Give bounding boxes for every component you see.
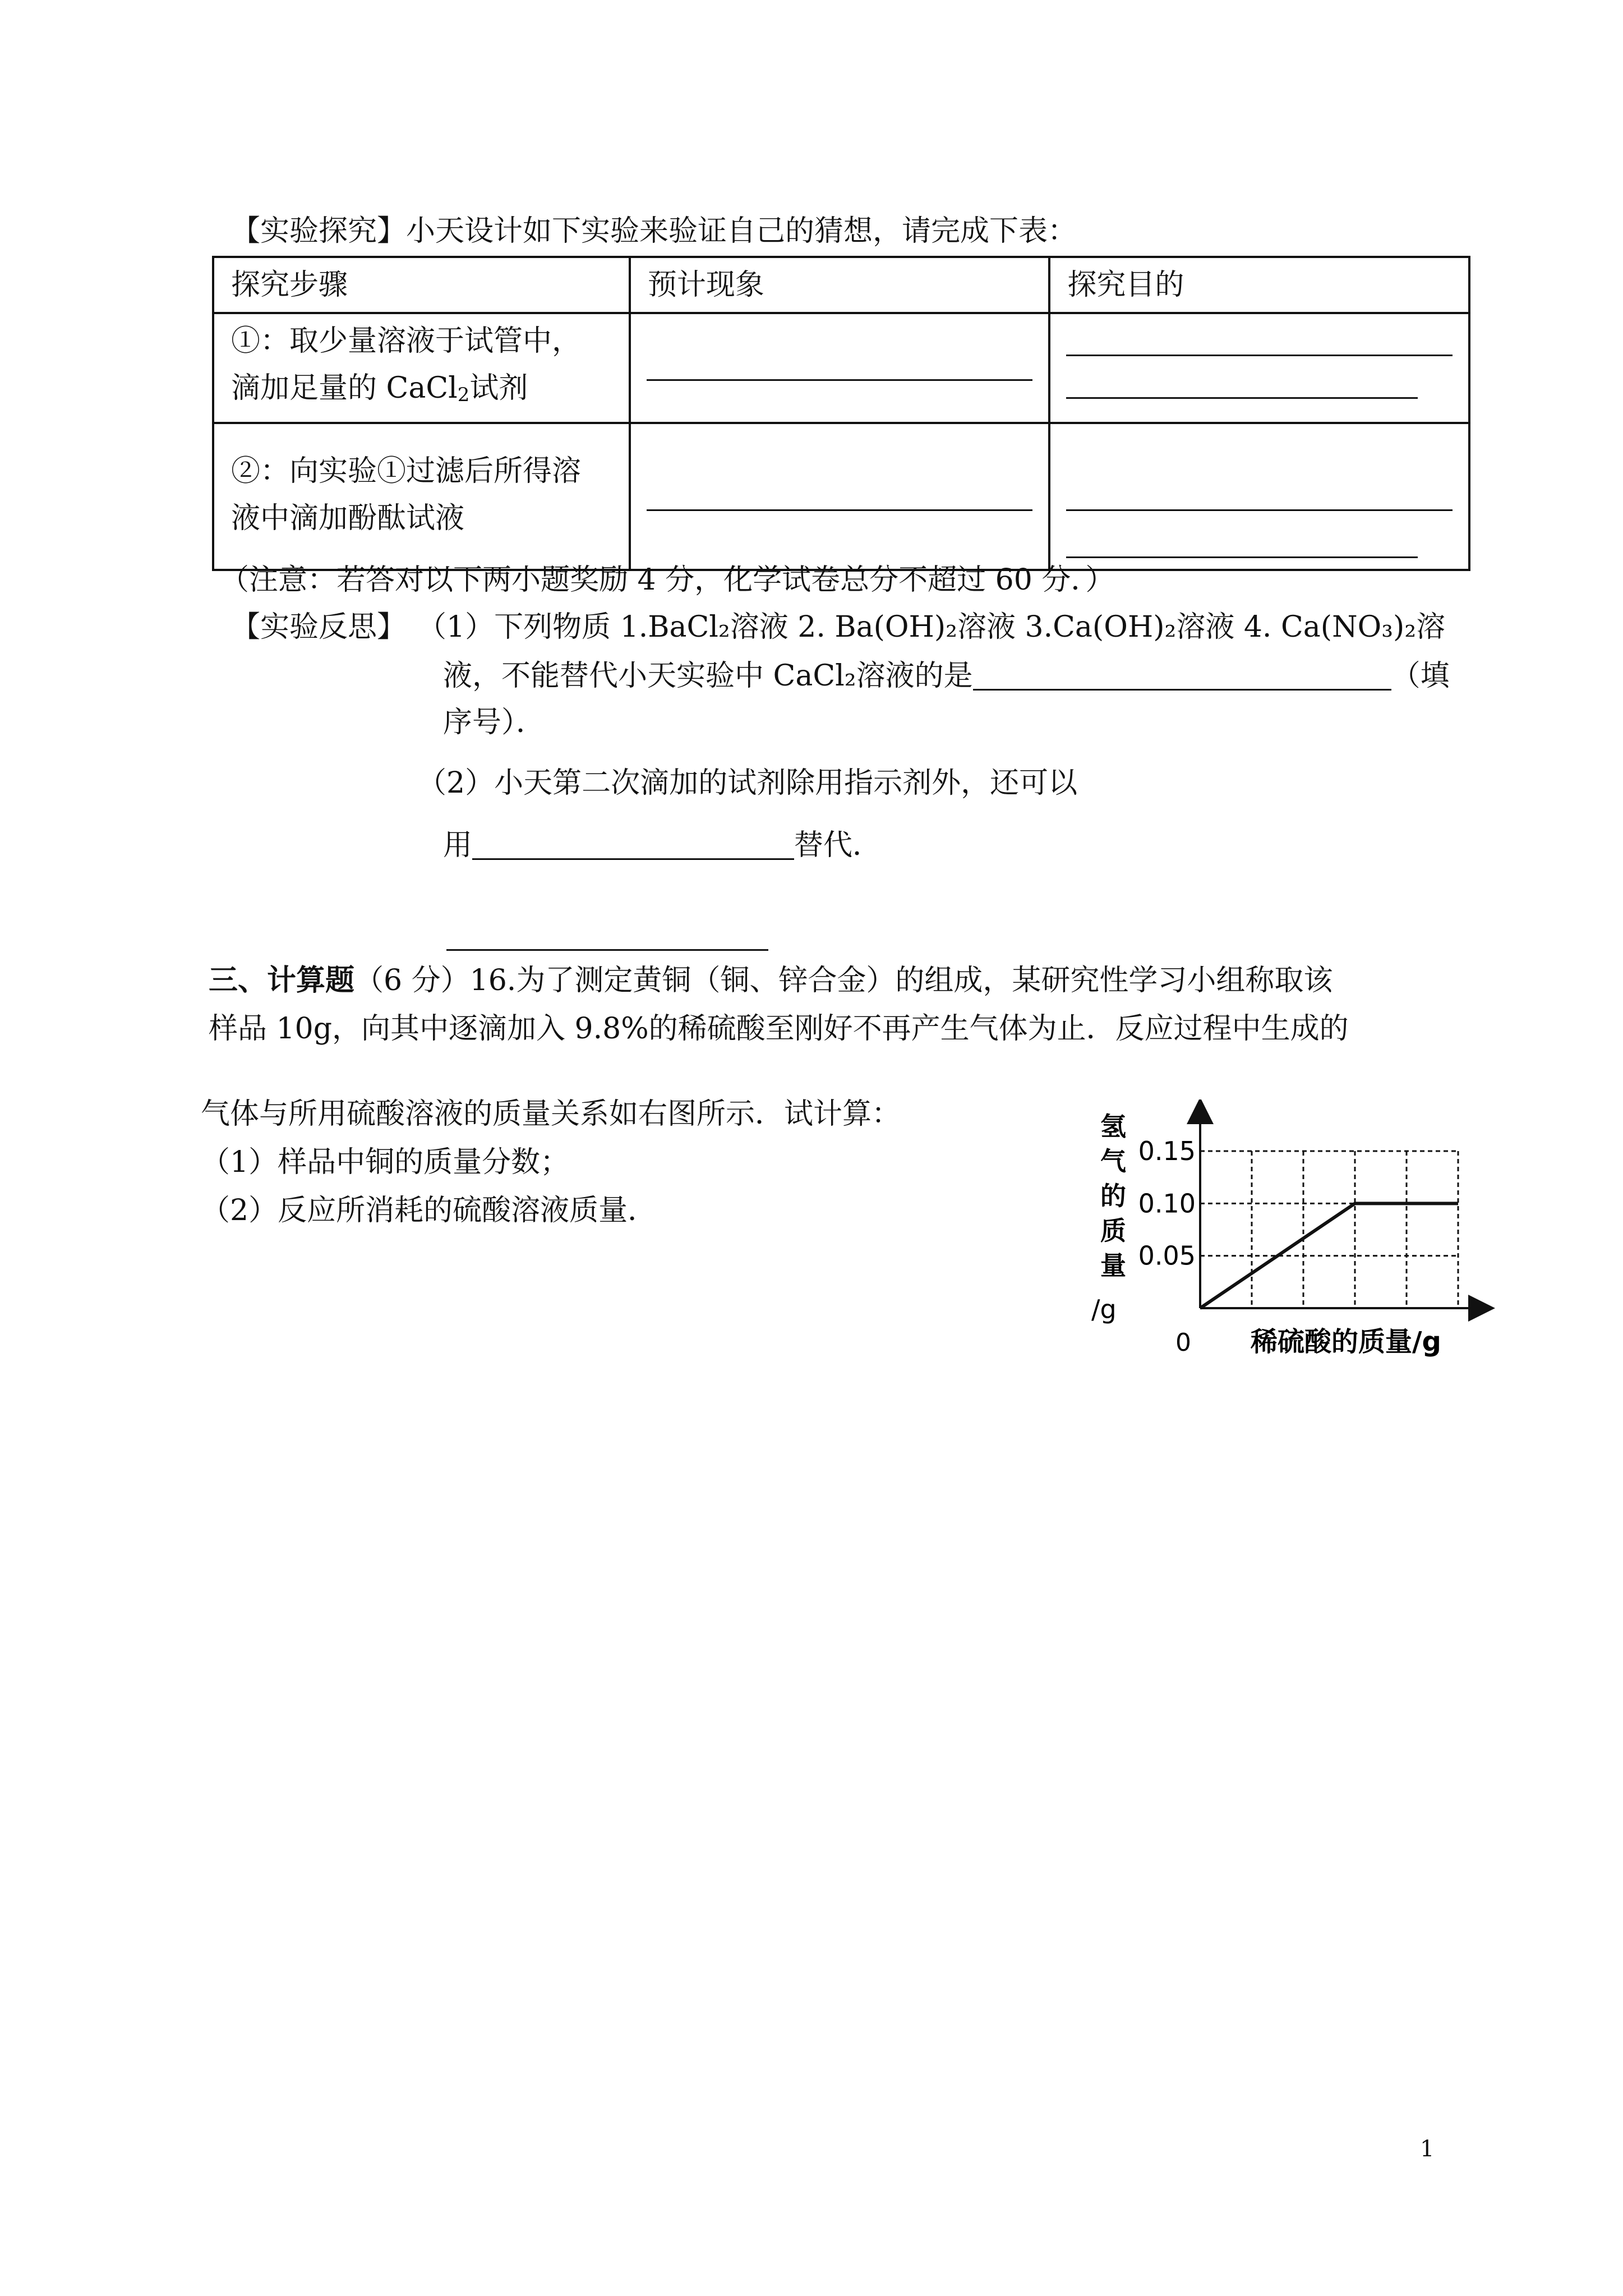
- answer-blank: [1066, 397, 1418, 399]
- answer-blank: [647, 379, 1033, 381]
- step-line: ②：向实验①过滤后所得溶: [231, 454, 582, 488]
- section3-line3: 气体与所用硫酸溶液的质量关系如右图所示．试计算：: [201, 1097, 901, 1131]
- x-axis-label: 稀硫酸的质量/g: [1251, 1326, 1441, 1358]
- phenomenon-answer-cell: [630, 313, 1050, 423]
- answer-blank: [973, 660, 1391, 691]
- answer-blank: [647, 509, 1033, 511]
- section3-label: 三、计算题: [209, 963, 355, 997]
- stray-blank-line: [446, 949, 768, 951]
- y-tick-label: 0.15: [1138, 1136, 1196, 1166]
- intro-text: 【实验探究】小天设计如下实验来验证自己的猜想，请完成下表：: [231, 214, 1077, 248]
- header-phenomenon: 预计现象: [630, 257, 1050, 313]
- y-tick-label: 0.10: [1138, 1188, 1196, 1219]
- answer-blank: [1066, 355, 1453, 356]
- section3-q1: （1）样品中铜的质量分数；: [201, 1145, 570, 1179]
- table-header-row: [213, 257, 1469, 313]
- hydrogen-mass-chart: [1066, 1099, 1537, 1369]
- step-cell: [213, 313, 630, 423]
- origin-label: 0: [1175, 1328, 1191, 1357]
- section3-line1: 三、计算题（6 分）16.为了测定黄铜（铜、锌合金）的组成，某研究性学习小组称取该: [209, 963, 1333, 997]
- answer-blank: [1066, 556, 1418, 558]
- table-row: [213, 423, 1469, 570]
- table-row: [213, 313, 1469, 423]
- reflection-q1-line2: 液，不能替代小天实验中 CaCl₂溶液的是 （填: [443, 659, 1450, 693]
- purpose-answer-cell: [1049, 423, 1469, 570]
- y-axis-unit: /g: [1091, 1294, 1117, 1324]
- step-line: 液中滴加酚酞试液: [231, 501, 465, 535]
- reflection-label: 【实验反思】: [231, 610, 407, 644]
- y-axis-label: 氢 气 的 质 量: [1100, 1111, 1126, 1281]
- bonus-note: （注意：若答对以下两小题奖励 4 分，化学试卷总分不超过 60 分．）: [220, 563, 1115, 597]
- step-line: 滴加足量的 CaCl2试剂: [231, 371, 528, 406]
- section3-q2: （2）反应所消耗的硫酸溶液质量．: [201, 1194, 657, 1227]
- experiment-table: [212, 256, 1470, 571]
- reflection-q1-line3: 序号）．: [443, 706, 546, 739]
- purpose-answer-cell: [1049, 313, 1469, 423]
- section3-line2: 样品 10g，向其中逐滴加入 9.8%的稀硫酸至刚好不再产生气体为止．反应过程中生成的: [209, 1012, 1349, 1046]
- reflection-q2-line1: （2）小天第二次滴加的试剂除用指示剂外，还可以: [417, 766, 1078, 800]
- answer-blank: [472, 829, 794, 860]
- y-tick-label: 0.05: [1138, 1240, 1196, 1271]
- header-purpose: 探究目的: [1049, 257, 1469, 313]
- page-number: 1: [1420, 2136, 1435, 2162]
- reflection-q1-line1: （1）下列物质 1.BaCl₂溶液 2. Ba(OH)₂溶液 3.Ca(OH)₂溶液 4. Ca(NO₃)₂溶: [417, 610, 1446, 644]
- step-cell: [213, 423, 630, 570]
- header-step: 探究步骤: [213, 257, 630, 313]
- reflection-q2-line2: 用 替代．: [443, 829, 882, 862]
- phenomenon-answer-cell: [630, 423, 1050, 570]
- step-line: ①：取少量溶液于试管中，: [231, 324, 582, 358]
- answer-blank: [1066, 509, 1453, 511]
